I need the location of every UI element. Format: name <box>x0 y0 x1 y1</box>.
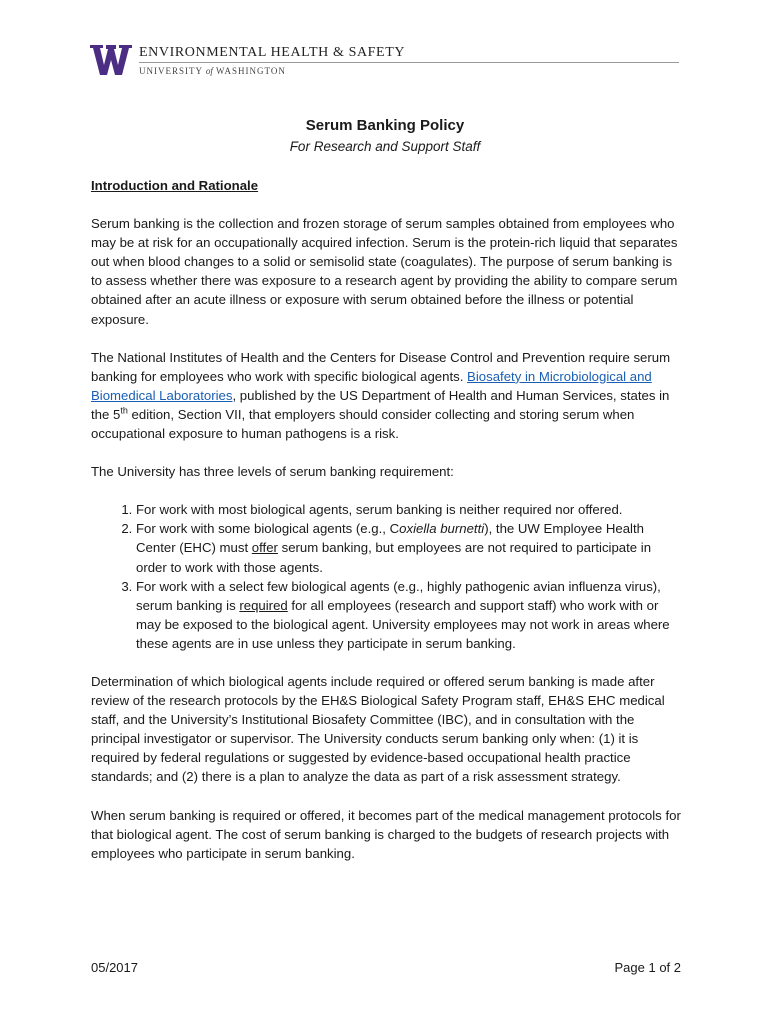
paragraph-nih-cdc: The National Institutes of Health and the Centers for Disease Control and Prevention require serum banking for employees who work with specific biological agents. Biosafety in Microbiological and Biomedical Laboratories, published by the US Department of Health and Human Services, states in the 5th edition, Section VII, that employers should consider collecting and storing serum when occupational exposure to human pathogens is a risk. <box>91 349 671 442</box>
document-body <box>91 176 681 882</box>
header-rule <box>139 62 679 63</box>
uw-ehs-logo <box>90 44 680 80</box>
paragraph-cost: When serum banking is required or offered, it becomes part of the medical management protocols for that biological agent. The cost of serum banking is charged to the budgets of research projects with employees who participate in serum banking. <box>91 807 681 861</box>
list-item: 3. For work with a select few biological agents (e.g., highly pathogenic avian influenza virus), serum banking is required for all employees (research and support staff) who work with or may be exposed to the biological agent. University employees may not work in areas where these agents are in use unless they participate in serum banking. <box>136 577 681 653</box>
uw-w-logo-icon <box>90 45 132 75</box>
paragraph-determination: Determination of which biological agents include required or offered serum banking is made after review of the research protocols by the EH&S Biological Safety Program staff, EH&S EHC medical staff, and the University’s Institutional Biosafety Committee (IBC), and in consultation with the principal investigator or supervisor. The University conducts serum banking only when: (1) it is required by federal regulations or suggested by evidence-based occupational health practice standards; and (2) there is a plan to analyze the data as part of a risk assessment strategy. <box>91 673 665 785</box>
levels-list <box>91 500 681 653</box>
paragraph-levels-intro: The University has three levels of serum banking requirement: <box>91 464 454 480</box>
university-name: UNIVERSITY of WASHINGTON <box>139 66 286 76</box>
paragraph-definition: Serum banking is the collection and frozen storage of serum samples obtained from employees who may be at risk for an occupationally acquired infection. Serum is the protein-rich liquid that separates out when blood changes to a solid or semisolid state (coagulates). The purpose of serum banking is to assess whether there was exposure to a research agent by providing the ability to compare serum obtained after an acute illness or exposure with serum obtained before the illness or potential exposure. <box>91 216 678 327</box>
footer-date: 05/2017 <box>91 960 138 975</box>
list-item: 2. For work with some biological agents (e.g., Coxiella burnetti), the UW Employee Health Center (EHC) must offer serum banking, but employees are not required to participate in order to work with those agents. <box>136 519 681 576</box>
page-title: Serum Banking Policy <box>305 117 465 134</box>
department-name: ENVIRONMENTAL HEALTH & SAFETY <box>139 45 406 60</box>
page-number: Page 1 of 2 <box>614 960 681 975</box>
page-subtitle: For Research and Support Staff <box>289 139 481 154</box>
section-heading: Introduction and Rationale <box>91 178 259 193</box>
bmbl-link[interactable]: Biosafety in Microbiological and Biomedical Laboratories <box>91 368 652 403</box>
list-item: 1. For work with most biological agents, serum banking is neither required nor offered. <box>136 500 681 519</box>
